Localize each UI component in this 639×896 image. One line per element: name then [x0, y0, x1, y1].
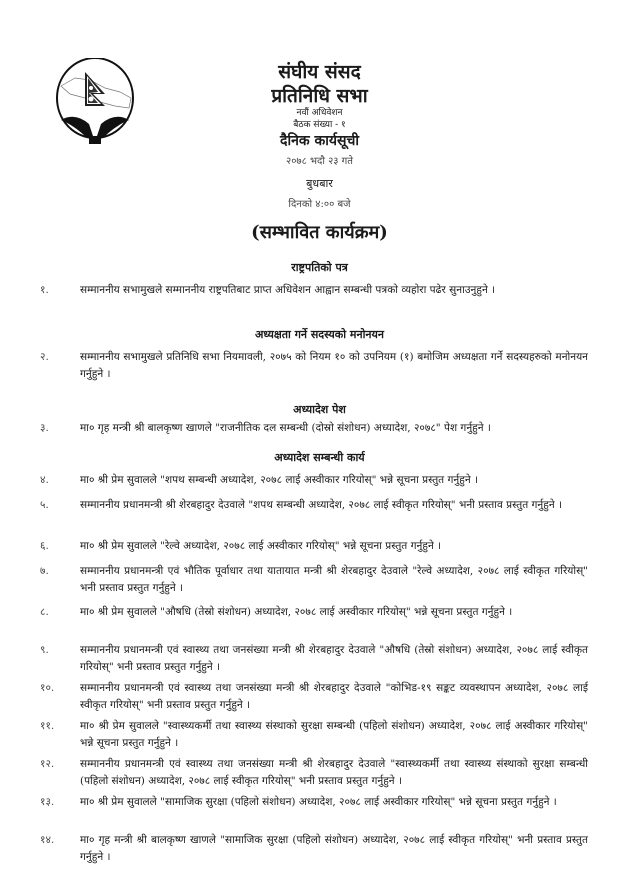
item-number: ७.: [40, 565, 49, 577]
section-heading: अध्यक्षता गर्ने सदस्यको मनोनयन: [254, 328, 385, 341]
agenda-weekday: बुधबार: [306, 177, 333, 190]
item-number: ५.: [40, 499, 49, 511]
daily-agenda-title: दैनिक कार्यसूची: [280, 133, 359, 149]
item-number: १४.: [40, 834, 55, 846]
title-house-of-representatives: प्रतिनिधि सभा: [271, 85, 368, 107]
item-text: मा० श्री प्रेम सुवालले "औषधि (तेस्रो संशोधन) अध्यादेश, २०७८ लाई अस्वीकार गरियोस्" भन्ने सूचना प्रस्तुत गर्नुहुने ।: [80, 606, 513, 618]
item-number: ६.: [40, 540, 49, 552]
item-text: सम्माननीय सभामुखले प्रतिनिधि सभा नियमावली, २०७५ को नियम १० को उपनियम (१) बमोजिम अध्यक्षता गर्ने सदस्यहरुको मनोनयन गर्नुहुने ।: [80, 351, 588, 380]
item-number: ४.: [40, 474, 49, 486]
agenda-date: २०७८ भदौ २३ गते: [286, 156, 353, 167]
item-number: ९.: [40, 644, 49, 656]
item-number: ११.: [40, 720, 55, 732]
item-number: १.: [40, 284, 49, 296]
item-number: ८.: [40, 606, 49, 618]
item-text: सम्माननीय प्रधानमन्त्री एवं स्वास्थ्य तथा जनसंख्या मन्त्री श्री शेरबहादुर देउवाले "कोभिड-१९ सङ्कट व्यवस्थापन अध्यादेश, २०७८ लाई स्वीकृत गरियोस्" भनी प्रस्ताव प्रस्तुत गर्नुहुने ।: [80, 682, 588, 711]
item-text: मा० श्री प्रेम सुवालले "शपथ सम्बन्धी अध्यादेश, २०७८ लाई अस्वीकार गरियोस्" भन्ने सूचना प्रस्तुत गर्नुहुने ।: [80, 474, 478, 486]
item-number: २.: [40, 351, 49, 363]
title-federal-parliament: संघीय संसद: [278, 61, 361, 83]
section-heading: राष्ट्रपतिको पत्र: [291, 261, 348, 274]
item-text: मा० श्री प्रेम सुवालले "सामाजिक सुरक्षा (पहिलो संशोधन) अध्यादेश, २०७८ लाई अस्वीकार गरियोस्" भन्ने सूचना प्रस्तुत गर्नुहुने ।: [80, 796, 557, 808]
item-text: सम्माननीय सभामुखले सम्माननीय राष्ट्रपतिबाट प्राप्त अधिवेशन आह्वान सम्बन्धी पत्रको व्यहोरा पढेर सुनाउनुहुने ।: [80, 284, 496, 296]
item-number: ३.: [40, 422, 49, 434]
item-number: १०.: [40, 682, 55, 694]
section-heading: अध्यादेश पेश: [293, 403, 346, 416]
item-text: मा० श्री प्रेम सुवालले "रेल्वे अध्यादेश, २०७८ लाई अस्वीकार गरियोस्" भन्ने सूचना प्रस्तुत गर्नुहुने ।: [80, 540, 442, 552]
section-heading: अध्यादेश सम्बन्धी कार्य: [274, 451, 365, 464]
item-text: मा० गृह मन्त्री श्री बालकृष्ण खाणले "राजनीतिक दल सम्बन्धी (दोस्रो संशोधन) अध्यादेश, २०७८" पेश गर्नुहुने ।: [80, 422, 491, 434]
item-text: मा० गृह मन्त्री श्री बालकृष्ण खाणले "सामाजिक सुरक्षा (पहिलो संशोधन) अध्यादेश, २०७८ लाई स्वीकृत गरियोस्" भनी प्रस्ताव प्रस्तुत गर्नुहुने ।: [80, 834, 588, 863]
item-text: सम्माननीय प्रधानमन्त्री एवं भौतिक पूर्वाधार तथा यातायात मन्त्री श्री शेरबहादुर देउवाले "रेल्वे अध्यादेश, २०७८ लाई स्वीकृत गरियोस्" भनी प्रस्ताव प्रस्तुत गर्नुहुने ।: [80, 565, 588, 594]
item-number: १२.: [40, 758, 55, 770]
item-number: १३.: [40, 796, 55, 808]
session-label: नवौं अधिवेशन: [296, 108, 343, 118]
agenda-time: दिनको ४:०० बजे: [288, 199, 351, 210]
item-text: सम्माननीय प्रधानमन्त्री एवं स्वास्थ्य तथा जनसंख्या मन्त्री श्री शेरबहादुर देउवाले "स्वास्थ्यकर्मी तथा स्वास्थ्य संस्थाको सुरक्षा सम्बन्धी (पहिलो संशोधन) अध्यादेश, २०७८ लाई स्वीकृत गरियोस्" भनी प्रस्ताव प्रस्तुत गर्नुहुने ।: [80, 758, 588, 787]
item-text: सम्माननीय प्रधानमन्त्री एवं स्वास्थ्य तथा जनसंख्या मन्त्री श्री शेरबहादुर देउवाले "औषधि (तेस्रो संशोधन) अध्यादेश, २०७८ लाई स्वीकृत गरियोस्" भनी प्रस्ताव प्रस्तुत गर्नुहुने ।: [80, 644, 588, 673]
item-text: मा० श्री प्रेम सुवालले "स्वास्थ्यकर्मी तथा स्वास्थ्य संस्थाको सुरक्षा सम्बन्धी (पहिलो संशोधन) अध्यादेश, २०७८ लाई अस्वीकार गरियोस्" भन्ने सूचना प्रस्तुत गर्नुहुने ।: [80, 720, 588, 749]
meeting-number: बैठक संख्या - १: [293, 120, 346, 130]
probable-program-heading: (सम्भावित कार्यक्रम): [251, 222, 388, 243]
item-text: सम्माननीय प्रधानमन्त्री श्री शेरबहादुर देउवाले "शपथ सम्बन्धी अध्यादेश, २०७८ लाई स्वीकृत गरियोस्" भनी प्रस्ताव प्रस्तुत गर्नुहुने ।: [80, 499, 562, 511]
